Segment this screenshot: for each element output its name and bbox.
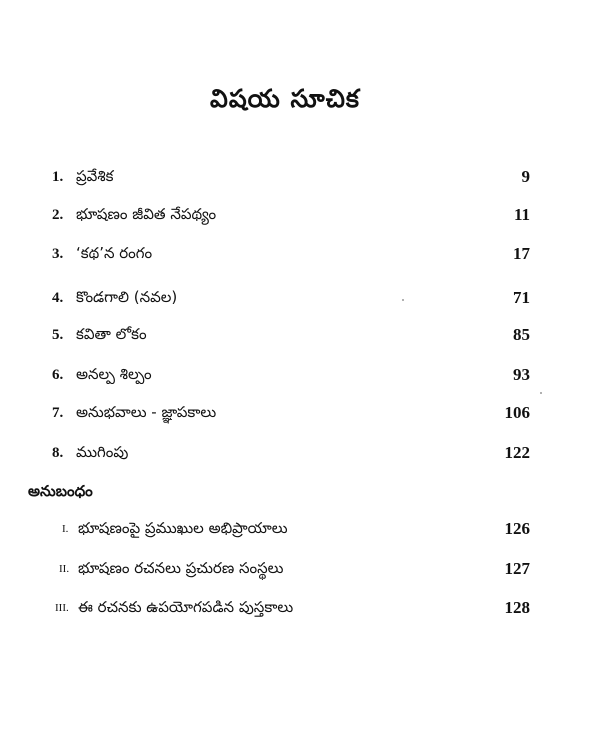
appendix-entry-number: II. [59, 563, 70, 575]
toc-entry-title: ముగింపు [76, 443, 129, 461]
scan-speck [540, 392, 542, 394]
appendix-entry-page: 128 [504, 598, 530, 617]
toc-entry-8[interactable] [0, 441, 600, 469]
toc-entry-number: 7. [52, 405, 64, 421]
appendix-entry-title: భూషణంపై ప్రముఖుల అభిప్రాయాలు [78, 519, 288, 537]
appendix-entry-2[interactable] [0, 557, 600, 585]
toc-entry-number: 1. [52, 169, 64, 185]
appendix-entry-1[interactable] [0, 517, 600, 545]
toc-entry-number: 2. [52, 207, 64, 223]
toc-entry-number: 3. [52, 246, 64, 262]
scan-speck [402, 299, 404, 301]
toc-entry-2[interactable] [0, 203, 600, 231]
toc-entry-page: 93 [513, 365, 530, 384]
toc-entry-page: 85 [513, 325, 530, 344]
toc-entry-6[interactable] [0, 363, 600, 391]
appendix-entry-page: 127 [504, 559, 530, 578]
toc-entry-page: 122 [504, 443, 530, 462]
toc-entry-4[interactable] [0, 286, 600, 314]
appendix-entry-title: ఈ రచనకు ఉపయోగపడిన పుస్తకాలు [78, 598, 294, 616]
appendix-entry-number: III. [55, 602, 69, 614]
toc-entry-title: భూషణం జీవిత నేపథ్యం [76, 205, 217, 223]
toc-entry-title: కవితా లోకం [76, 325, 147, 343]
appendix-entry-title: భూషణం రచనలు ప్రచురణ సంస్థలు [78, 559, 284, 577]
toc-entry-page: 9 [521, 167, 530, 186]
toc-entry-number: 8. [52, 445, 64, 461]
appendix-entry-number: I. [62, 523, 69, 535]
toc-entry-title: ప్రవేశిక [76, 167, 114, 185]
toc-entry-page: 11 [513, 205, 530, 224]
toc-entry-number: 6. [52, 367, 64, 383]
toc-entry-3[interactable] [0, 242, 600, 270]
appendix-heading: అనుబంధం [28, 482, 93, 500]
page-title: విషయ సూచిక [210, 84, 360, 113]
toc-entry-title: అనల్ప శిల్పం [76, 365, 152, 383]
appendix-entry-page: 126 [504, 519, 530, 538]
toc-entry-1[interactable] [0, 165, 600, 193]
toc-entry-title: అనుభవాలు - జ్ఞాపకాలు [76, 403, 217, 421]
toc-entry-5[interactable] [0, 323, 600, 351]
toc-entry-number: 4. [52, 290, 64, 306]
toc-entry-page: 71 [513, 288, 530, 307]
toc-entry-number: 5. [52, 327, 64, 343]
toc-entry-page: 17 [513, 244, 530, 263]
appendix-entry-3[interactable] [0, 596, 600, 624]
toc-entry-title: ‘కథ’న రంగం [76, 244, 153, 262]
toc-entry-7[interactable] [0, 401, 600, 429]
toc-entry-page: 106 [504, 403, 530, 422]
toc-entry-title: కొండగాలి (నవల) [76, 288, 178, 306]
